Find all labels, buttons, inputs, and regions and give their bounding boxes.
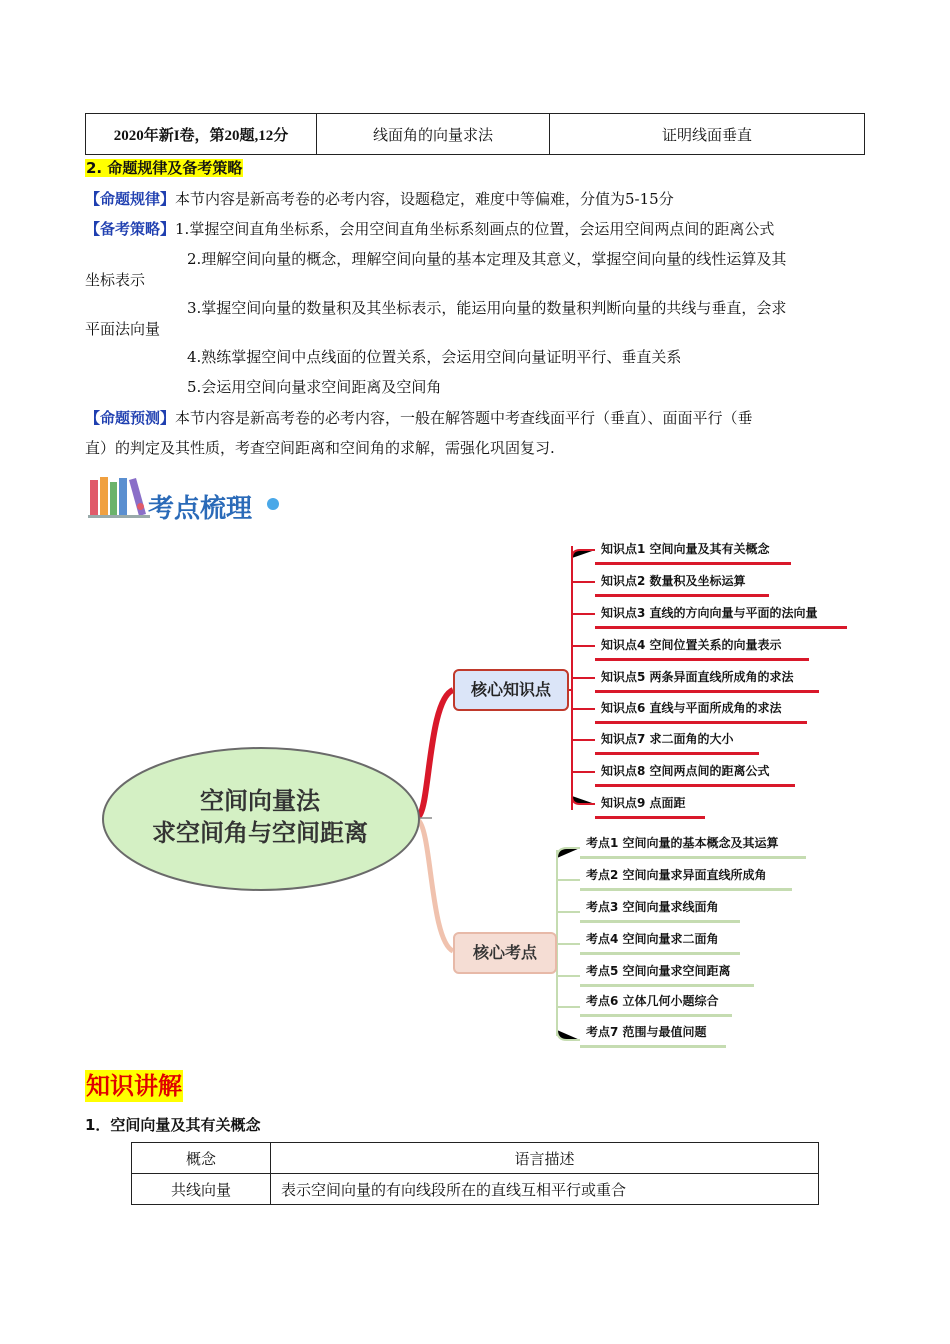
knowledge-node: 知识点6 直线与平面所成角的求法 <box>601 701 782 715</box>
knowledge-underline <box>595 816 705 819</box>
badge-dot-blue <box>267 498 279 510</box>
section-title: 知识讲解 <box>86 1072 182 1100</box>
knowledge-node: 知识点1 空间向量及其有关概念 <box>601 542 770 556</box>
strategy-2b: 坐标表示 <box>85 271 146 289</box>
knowledge-node: 知识点8 空间两点间的距离公式 <box>601 764 770 778</box>
knowledge-underline <box>595 562 791 565</box>
point-node: 考点3 空间向量求线面角 <box>586 900 719 914</box>
root-line-2: 求空间角与空间距离 <box>152 819 368 847</box>
strategy-5: 5.会运用空间向量求空间距离及空间角 <box>187 378 442 396</box>
knowledge-underline <box>595 658 809 661</box>
predict-text-b: 直）的判定及其性质，考查空间距离和空间角的求解，需强化巩固复习. <box>85 439 555 457</box>
point-underline <box>580 952 740 955</box>
sub-title: 1．空间向量及其有关概念 <box>85 1116 261 1134</box>
table-cell: 共线向量 <box>132 1174 271 1205</box>
knowledge-node: 知识点9 点面距 <box>601 796 686 810</box>
point-node: 考点7 范围与最值问题 <box>586 1025 707 1039</box>
knowledge-node: 知识点4 空间位置关系的向量表示 <box>601 638 782 652</box>
point-underline <box>580 888 792 891</box>
table-header-row <box>132 1143 819 1174</box>
point-underline <box>580 1014 732 1017</box>
knowledge-node: 知识点5 两条异面直线所成角的求法 <box>601 670 794 684</box>
books-icon <box>88 474 150 520</box>
strategy-line-1 <box>85 214 774 244</box>
predict-text-a: 本节内容是新高考卷的必考内容，一般在解答题中考查线面平行（垂直）、面面平行（垂 <box>175 409 753 427</box>
table-cell: 证明线面垂直 <box>550 114 865 155</box>
point-node: 考点2 空间向量求异面直线所成角 <box>586 868 767 882</box>
heading-2-text: 2. 命题规律及备考策略 <box>86 159 243 177</box>
rule-line <box>85 184 674 214</box>
hub-core-knowledge: 核心知识点 <box>453 669 569 711</box>
point-underline <box>580 984 754 987</box>
predict-label: 【命题预测】 <box>85 409 176 427</box>
concept-table <box>131 1142 819 1205</box>
table-cell: 2020年新I卷，第20题,12分 <box>86 114 317 155</box>
table-header: 语言描述 <box>271 1143 819 1174</box>
point-node: 考点1 空间向量的基本概念及其运算 <box>586 836 779 850</box>
knowledge-node: 知识点7 求二面角的大小 <box>601 732 734 746</box>
knowledge-underline <box>595 690 819 693</box>
strategy-1-text: 1.掌握空间直角坐标系，会用空间直角坐标系刻画点的位置，会运用空间两点间的距离公式 <box>175 220 775 238</box>
table-cell: 表示空间向量的有向线段所在的直线互相平行或重合 <box>271 1174 819 1205</box>
heading-2 <box>85 153 243 183</box>
strategy-4: 4.熟练掌握空间中点线面的位置关系，会运用空间向量证明平行、垂直关系 <box>187 348 682 366</box>
exam-info-table <box>85 113 865 155</box>
predict-line <box>85 403 753 433</box>
knowledge-underline <box>595 721 807 724</box>
point-underline <box>580 856 806 859</box>
knowledge-underline <box>595 784 795 787</box>
table-cell: 线面角的向量求法 <box>317 114 550 155</box>
hub-core-points: 核心考点 <box>453 932 557 974</box>
knowledge-underline <box>595 626 847 629</box>
table-header: 概念 <box>132 1143 271 1174</box>
knowledge-node: 知识点3 直线的方向向量与平面的法向量 <box>601 606 818 620</box>
strategy-3b: 平面法向量 <box>85 320 161 338</box>
knowledge-underline <box>595 752 759 755</box>
badge-dot <box>137 503 144 510</box>
point-underline <box>580 920 740 923</box>
knowledge-node: 知识点2 数量积及坐标运算 <box>601 574 746 588</box>
rule-label: 【命题规律】 <box>85 190 176 208</box>
root-line-1: 空间向量法 <box>200 787 320 815</box>
knowledge-underline <box>595 594 769 597</box>
rule-text: 本节内容是新高考卷的必考内容，设题稳定，难度中等偏难，分值为5-15分 <box>175 190 674 208</box>
mindmap-root <box>104 785 416 849</box>
strategy-2a: 2.理解空间向量的概念，理解空间向量的基本定理及其意义，掌握空间向量的线性运算及其 <box>187 250 787 268</box>
badge-title: 考点梳理 <box>148 494 253 524</box>
point-node: 考点4 空间向量求二面角 <box>586 932 719 946</box>
point-node: 考点5 空间向量求空间距离 <box>586 964 731 978</box>
table-row <box>86 114 865 155</box>
strategy-3a: 3.掌握空间向量的数量积及其坐标表示，能运用向量的数量积判断向量的共线与垂直，会求 <box>187 299 787 317</box>
point-node: 考点6 立体几何小题综合 <box>586 994 719 1008</box>
strategy-label: 【备考策略】 <box>85 220 176 238</box>
table-row <box>132 1174 819 1205</box>
point-underline <box>580 1045 726 1048</box>
